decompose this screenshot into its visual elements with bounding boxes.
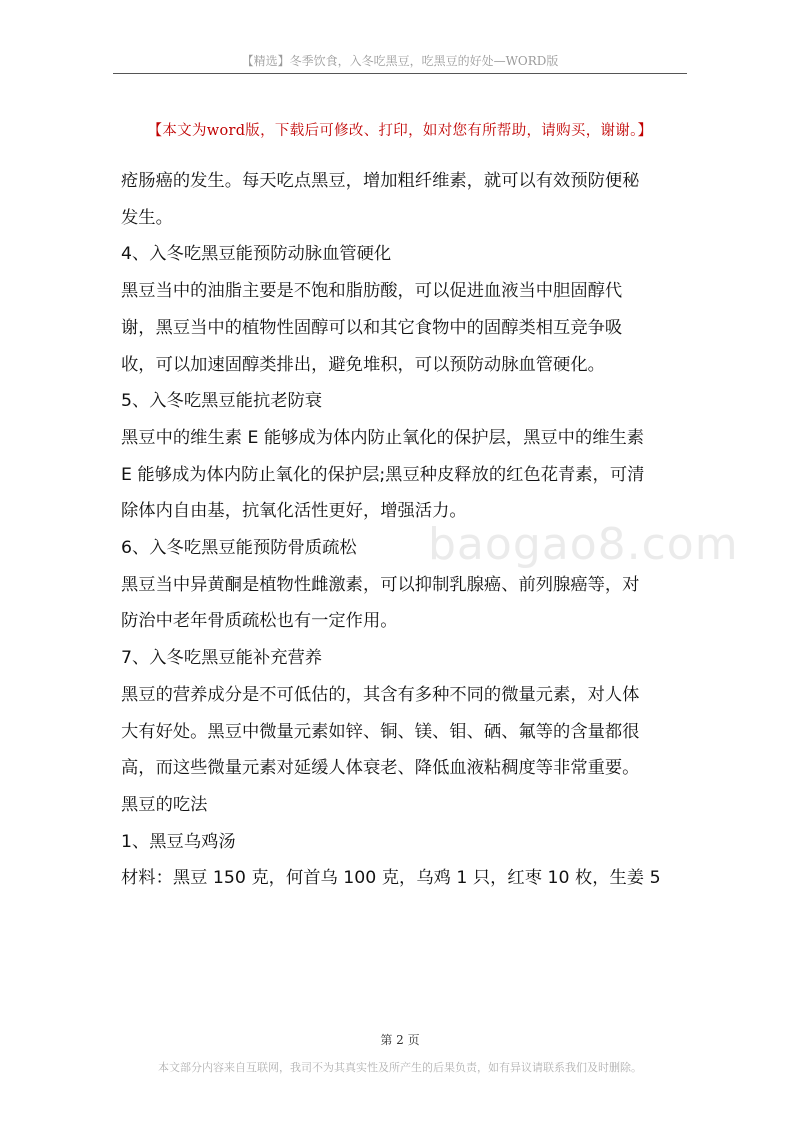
- body-line: 大有好处。黑豆中微量元素如锌、铜、镁、钼、硒、氟等的含量都很: [121, 721, 640, 742]
- section-heading: 6、入冬吃黑豆能预防骨质疏松: [121, 538, 357, 559]
- page-number: 第 2 页: [380, 1033, 420, 1047]
- body-line: 黑豆当中异黄酮是植物性雌激素，可以抑制乳腺癌、前列腺癌等，对: [121, 574, 640, 595]
- body-line: 收，可以加速固醇类排出，避免堆积，可以预防动脉血管硬化。: [121, 354, 605, 375]
- body-line: 黑豆的营养成分是不可低估的，其含有多种不同的微量元素，对人体: [121, 684, 640, 705]
- download-notice: 【本文为word版，下载后可修改、打印，如对您有所帮助，请购买，谢谢。】: [147, 123, 653, 139]
- body-line: 除体内自由基，抗氧化活性更好，增强活力。: [121, 501, 467, 522]
- footer-disclaimer: 本文部分内容来自互联网，我司不为其真实性及所产生的后果负责，如有异议请联系我们及时删除。: [158, 1061, 642, 1074]
- watermark: baogao8.com: [428, 519, 739, 570]
- document-body: [121, 163, 691, 897]
- body-line: 发生。: [121, 207, 173, 228]
- section-heading: 7、入冬吃黑豆能补充营养: [121, 648, 323, 669]
- section-heading: 4、入冬吃黑豆能预防动脉血管硬化: [121, 244, 392, 265]
- running-header: 【精选】冬季饮食，入冬吃黑豆，吃黑豆的好处—WORD版: [241, 54, 559, 68]
- body-line: 疮肠癌的发生。每天吃点黑豆，增加粗纤维素，就可以有效预防便秘: [121, 171, 640, 191]
- body-line: 高，而这些微量元素对延缓人体衰老、降低血液粘稠度等非常重要。: [121, 758, 640, 779]
- body-line: 防治中老年骨质疏松也有一定作用。: [121, 611, 398, 632]
- body-line: E 能够成为体内防止氧化的保护层;黑豆种皮释放的红色花青素，可清: [121, 464, 645, 485]
- section-heading: 1、黑豆乌鸡汤: [121, 831, 236, 852]
- header-rule: [113, 73, 687, 74]
- body-line: 谢，黑豆当中的植物性固醇可以和其它食物中的固醇类相互竞争吸: [121, 317, 623, 338]
- body-line: 材料：黑豆 150 克，何首乌 100 克，乌鸡 1 只，红枣 10 枚，生姜 5: [121, 868, 661, 889]
- body-line: 黑豆中的维生素 E 能够成为体内防止氧化的保护层，黑豆中的维生素: [121, 427, 645, 448]
- section-heading: 黑豆的吃法: [121, 794, 208, 815]
- body-line: 黑豆当中的油脂主要是不饱和脂肪酸，可以促进血液当中胆固醇代: [121, 281, 623, 302]
- section-heading: 5、入冬吃黑豆能抗老防衰: [121, 391, 323, 412]
